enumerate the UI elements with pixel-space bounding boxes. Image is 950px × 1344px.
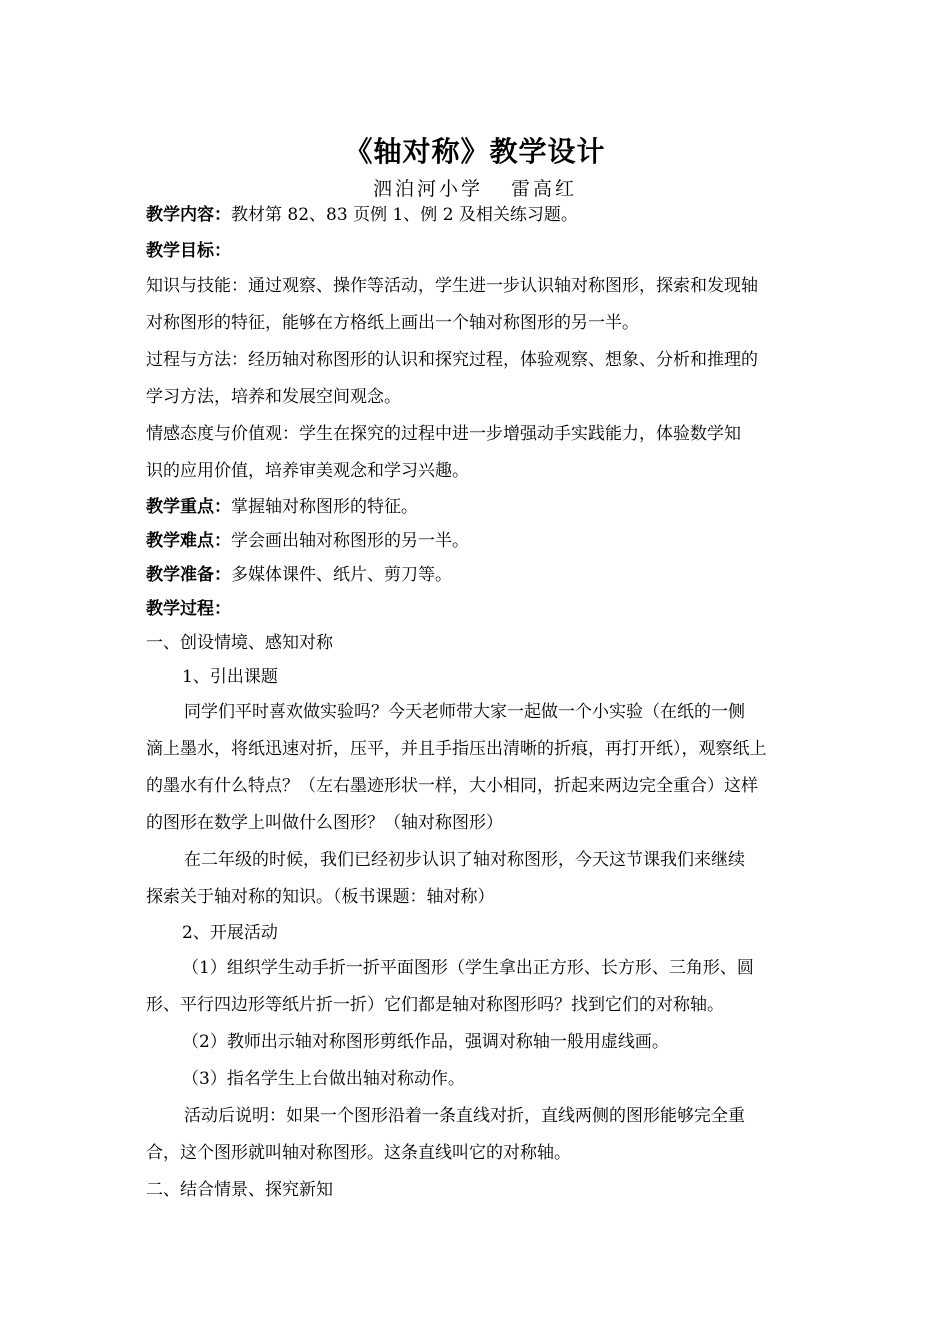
process-label-line bbox=[146, 592, 810, 626]
knowledge-line-2: 对称图形的特征，能够在方格纸上画出一个轴对称图形的另一半。 bbox=[146, 313, 639, 333]
step-1-heading: 1、引出课题 bbox=[182, 667, 278, 687]
attitude-line-2: 识的应用价值，培养审美观念和学习兴趣。 bbox=[146, 461, 469, 481]
process-goal-line-2: 学习方法，培养和发展空间观念。 bbox=[146, 387, 401, 407]
process-label: 教学过程： bbox=[146, 599, 231, 619]
para1-line-3: 的墨水有什么特点？（左右墨迹形状一样，大小相同，折起来两边完全重合）这样 bbox=[146, 776, 758, 796]
author-name: 雷高红 bbox=[511, 178, 578, 200]
document-body bbox=[146, 198, 810, 1209]
para1-line-4: 的图形在数学上叫做什么图形？（轴对称图形） bbox=[146, 813, 503, 833]
para1-line-2: 滴上墨水，将纸迅速对折，压平，并且手指压出清晰的折痕，再打开纸），观察纸上 bbox=[146, 739, 767, 759]
preparation-text: 多媒体课件、纸片、剪刀等。 bbox=[231, 565, 452, 585]
document-title: 《轴对称》教学设计 bbox=[344, 135, 606, 168]
difficulty-label: 教学难点： bbox=[146, 531, 231, 551]
activity-1-line-1: （1）组织学生动手折一折平面图形（学生拿出正方形、长方形、三角形、圆 bbox=[182, 958, 754, 978]
author-school: 泗泊河小学 bbox=[372, 178, 483, 200]
step-2-heading: 2、开展活动 bbox=[182, 923, 278, 943]
content-line bbox=[146, 198, 810, 232]
preparation-line bbox=[146, 558, 810, 592]
para2-line-2: 探索关于轴对称的知识。（板书课题：轴对称） bbox=[146, 887, 495, 907]
process-goal-line-1: 过程与方法：经历轴对称图形的认识和探究过程，体验观察、想象、分析和推理的 bbox=[146, 350, 758, 370]
key-point-label: 教学重点： bbox=[146, 497, 231, 517]
para2-line-1: 在二年级的时候，我们已经初步认识了轴对称图形，今天这节课我们来继续 bbox=[184, 850, 745, 870]
difficulty-line bbox=[146, 524, 810, 558]
key-point-line bbox=[146, 490, 810, 524]
activity-3-line: （3）指名学生上台做出轴对称动作。 bbox=[182, 1069, 465, 1089]
para1-line-1: 同学们平时喜欢做实验吗？今天老师带大家一起做一个小实验（在纸的一侧 bbox=[184, 702, 745, 722]
section-1-heading: 一、创设情境、感知对称 bbox=[146, 633, 333, 653]
activity-1-line-2: 形、平行四边形等纸片折一折）它们都是轴对称图形吗？找到它们的对称轴。 bbox=[146, 995, 724, 1015]
objectives-label: 教学目标： bbox=[146, 241, 231, 261]
activity-2-line: （2）教师出示轴对称图形剪纸作品，强调对称轴一般用虚线画。 bbox=[182, 1032, 669, 1052]
author-line bbox=[0, 174, 950, 201]
content-text: 教材第 82、83 页例 1、例 2 及相关练习题。 bbox=[231, 205, 578, 225]
knowledge-line-1: 知识与技能：通过观察、操作等活动，学生进一步认识轴对称图形，探索和发现轴 bbox=[146, 276, 758, 296]
key-point-text: 掌握轴对称图形的特征。 bbox=[231, 497, 418, 517]
summary-line-2: 合，这个图形就叫轴对称图形。这条直线叫它的对称轴。 bbox=[146, 1143, 571, 1163]
summary-line-1: 活动后说明：如果一个图形沿着一条直线对折，直线两侧的图形能够完全重 bbox=[184, 1106, 745, 1126]
difficulty-text: 学会画出轴对称图形的另一半。 bbox=[231, 531, 469, 551]
attitude-line-1: 情感态度与价值观：学生在探究的过程中进一步增强动手实践能力，体验数学知 bbox=[146, 424, 741, 444]
section-2-heading: 二、结合情景、探究新知 bbox=[146, 1180, 333, 1200]
preparation-label: 教学准备： bbox=[146, 565, 231, 585]
content-label: 教学内容： bbox=[146, 205, 231, 225]
